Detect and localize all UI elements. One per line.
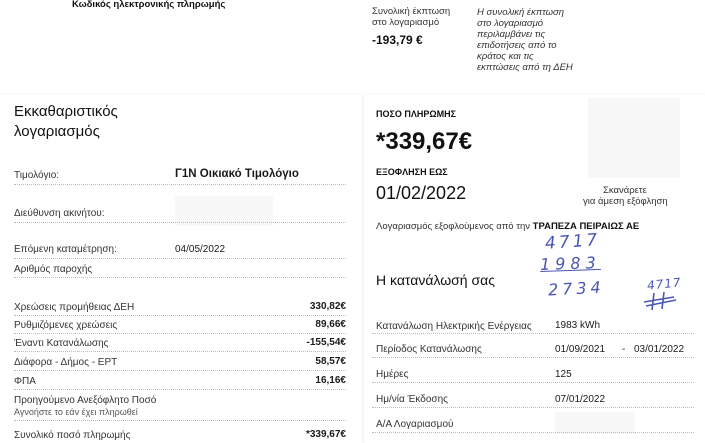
energy-label: Κατανάλωση Ηλεκτρικής Ενέργειας (376, 321, 532, 332)
charge-label: ΦΠΑ (14, 376, 36, 387)
total-discount-label-2: στο λογαριασμό (372, 17, 440, 28)
divider (372, 333, 694, 334)
divider (372, 407, 694, 408)
period-from: 01/09/2021 (555, 344, 606, 355)
divider (14, 184, 346, 185)
scan-label-2: για άμεση εξόφληση (583, 196, 668, 207)
period-to: 03/01/2022 (634, 344, 685, 355)
bill-title-line1: Εκκαθαριστικός (14, 103, 118, 120)
charge-label: Προηγούμενο Ανεξόφλητο Ποσό (14, 395, 157, 406)
discount-note-3: περιλαμβάνει τις (477, 29, 546, 40)
account-number-label: Α/Α Λογαριασμού (376, 419, 454, 430)
issue-date-label: Ημ/νία Έκδοσης (376, 394, 448, 405)
divider (14, 222, 346, 223)
due-value: 01/02/2022 (376, 183, 467, 203)
total-discount-value: -193,79 € (372, 33, 423, 47)
next-reading-value: 04/05/2022 (175, 244, 226, 255)
period-label: Περίοδος Κατανάλωσης (376, 344, 482, 355)
issue-date-value: 07/01/2022 (555, 394, 606, 405)
scan-label-1: Σκανάρετε (603, 185, 647, 196)
divider (14, 277, 346, 278)
bill-title-line2: λογαριασμός (14, 123, 100, 140)
divider (14, 420, 346, 421)
divider (14, 258, 346, 259)
bank-line (376, 221, 639, 232)
address-label: Διεύθυνση ακινήτου: (14, 208, 105, 219)
charge-value: 330,82€ (309, 301, 346, 312)
divider (14, 351, 346, 352)
redacted-account-number (555, 412, 635, 434)
charge-label: Χρεώσεις προμήθειας ΔΕΗ (14, 302, 135, 313)
amount-label: ΠΟΣΟ ΠΛΗΡΩΜΗΣ (376, 109, 457, 119)
energy-value: 1983 kWh (555, 320, 601, 331)
discount-note-6: εκπτώσεις από τη ΔΕΗ (477, 62, 573, 73)
total-discount-label-1: Συνολική έκπτωση (372, 6, 451, 17)
consumption-title: Η κατανάλωσή σας (376, 272, 495, 288)
period-dash: - (622, 344, 626, 355)
charge-value: 16,16€ (315, 375, 346, 386)
invoice-value: Γ1Ν Οικιακό Τιμολόγιο (175, 168, 299, 180)
invoice-label: Τιμολόγιο: (14, 170, 60, 181)
total-value: *339,67€ (305, 429, 346, 440)
bank-name: ΤΡΑΠΕΖΑ ΠΕΙΡΑΙΩΣ ΑΕ (532, 221, 640, 232)
handwritten-note-1: 4717 (544, 230, 601, 254)
discount-note-4: επιδοτήσεις από το (477, 40, 557, 51)
divider (14, 389, 346, 390)
handwritten-note-3: 2734 (547, 277, 606, 300)
handwritten-scribble (640, 290, 680, 312)
days-value: 125 (555, 369, 572, 380)
divider (372, 382, 694, 383)
payment-code-label: Κωδικός ηλεκτρονικής πληρωμής (72, 0, 226, 10)
due-label: ΕΞΟΦΛΗΣΗ ΕΩΣ (376, 167, 448, 177)
total-label: Συνολικό ποσό πληρωμής (14, 430, 131, 441)
charge-value: -155,54€ (306, 337, 346, 348)
supply-number-label: Αριθμός παροχής (14, 264, 93, 275)
handwritten-note-2: 1983 (539, 252, 602, 275)
next-reading-label: Επόμενη καταμέτρηση: (14, 244, 117, 255)
discount-note-2: στο λογαριασμό (477, 18, 544, 29)
charge-value: 89,66€ (315, 319, 346, 330)
charge-label: Διάφορα - Δήμος - ΕΡΤ (14, 357, 118, 368)
divider (14, 370, 346, 371)
divider (372, 432, 694, 433)
paid-note: Αγνοήστε το εάν έχει πληρωθεί (14, 407, 138, 417)
discount-note-1: Η συνολική έκπτωση (477, 7, 565, 18)
charge-value: 58,57€ (315, 356, 346, 367)
divider (14, 333, 346, 334)
charge-label: Ρυθμιζόμενες χρεώσεις (14, 320, 118, 331)
amount-value: *339,67€ (376, 128, 473, 155)
redacted-qr-code (588, 98, 680, 178)
handwritten-note-4: 4717 (646, 275, 683, 293)
charge-label: Έναντι Κατανάλωσης (14, 338, 109, 349)
days-label: Ημέρες (376, 369, 409, 380)
bank-prefix: Λογαριασμός εξοφλούμενος από την (376, 221, 531, 232)
divider (14, 315, 346, 316)
discount-note-5: κράτος και τις (477, 51, 534, 62)
divider (372, 357, 694, 358)
